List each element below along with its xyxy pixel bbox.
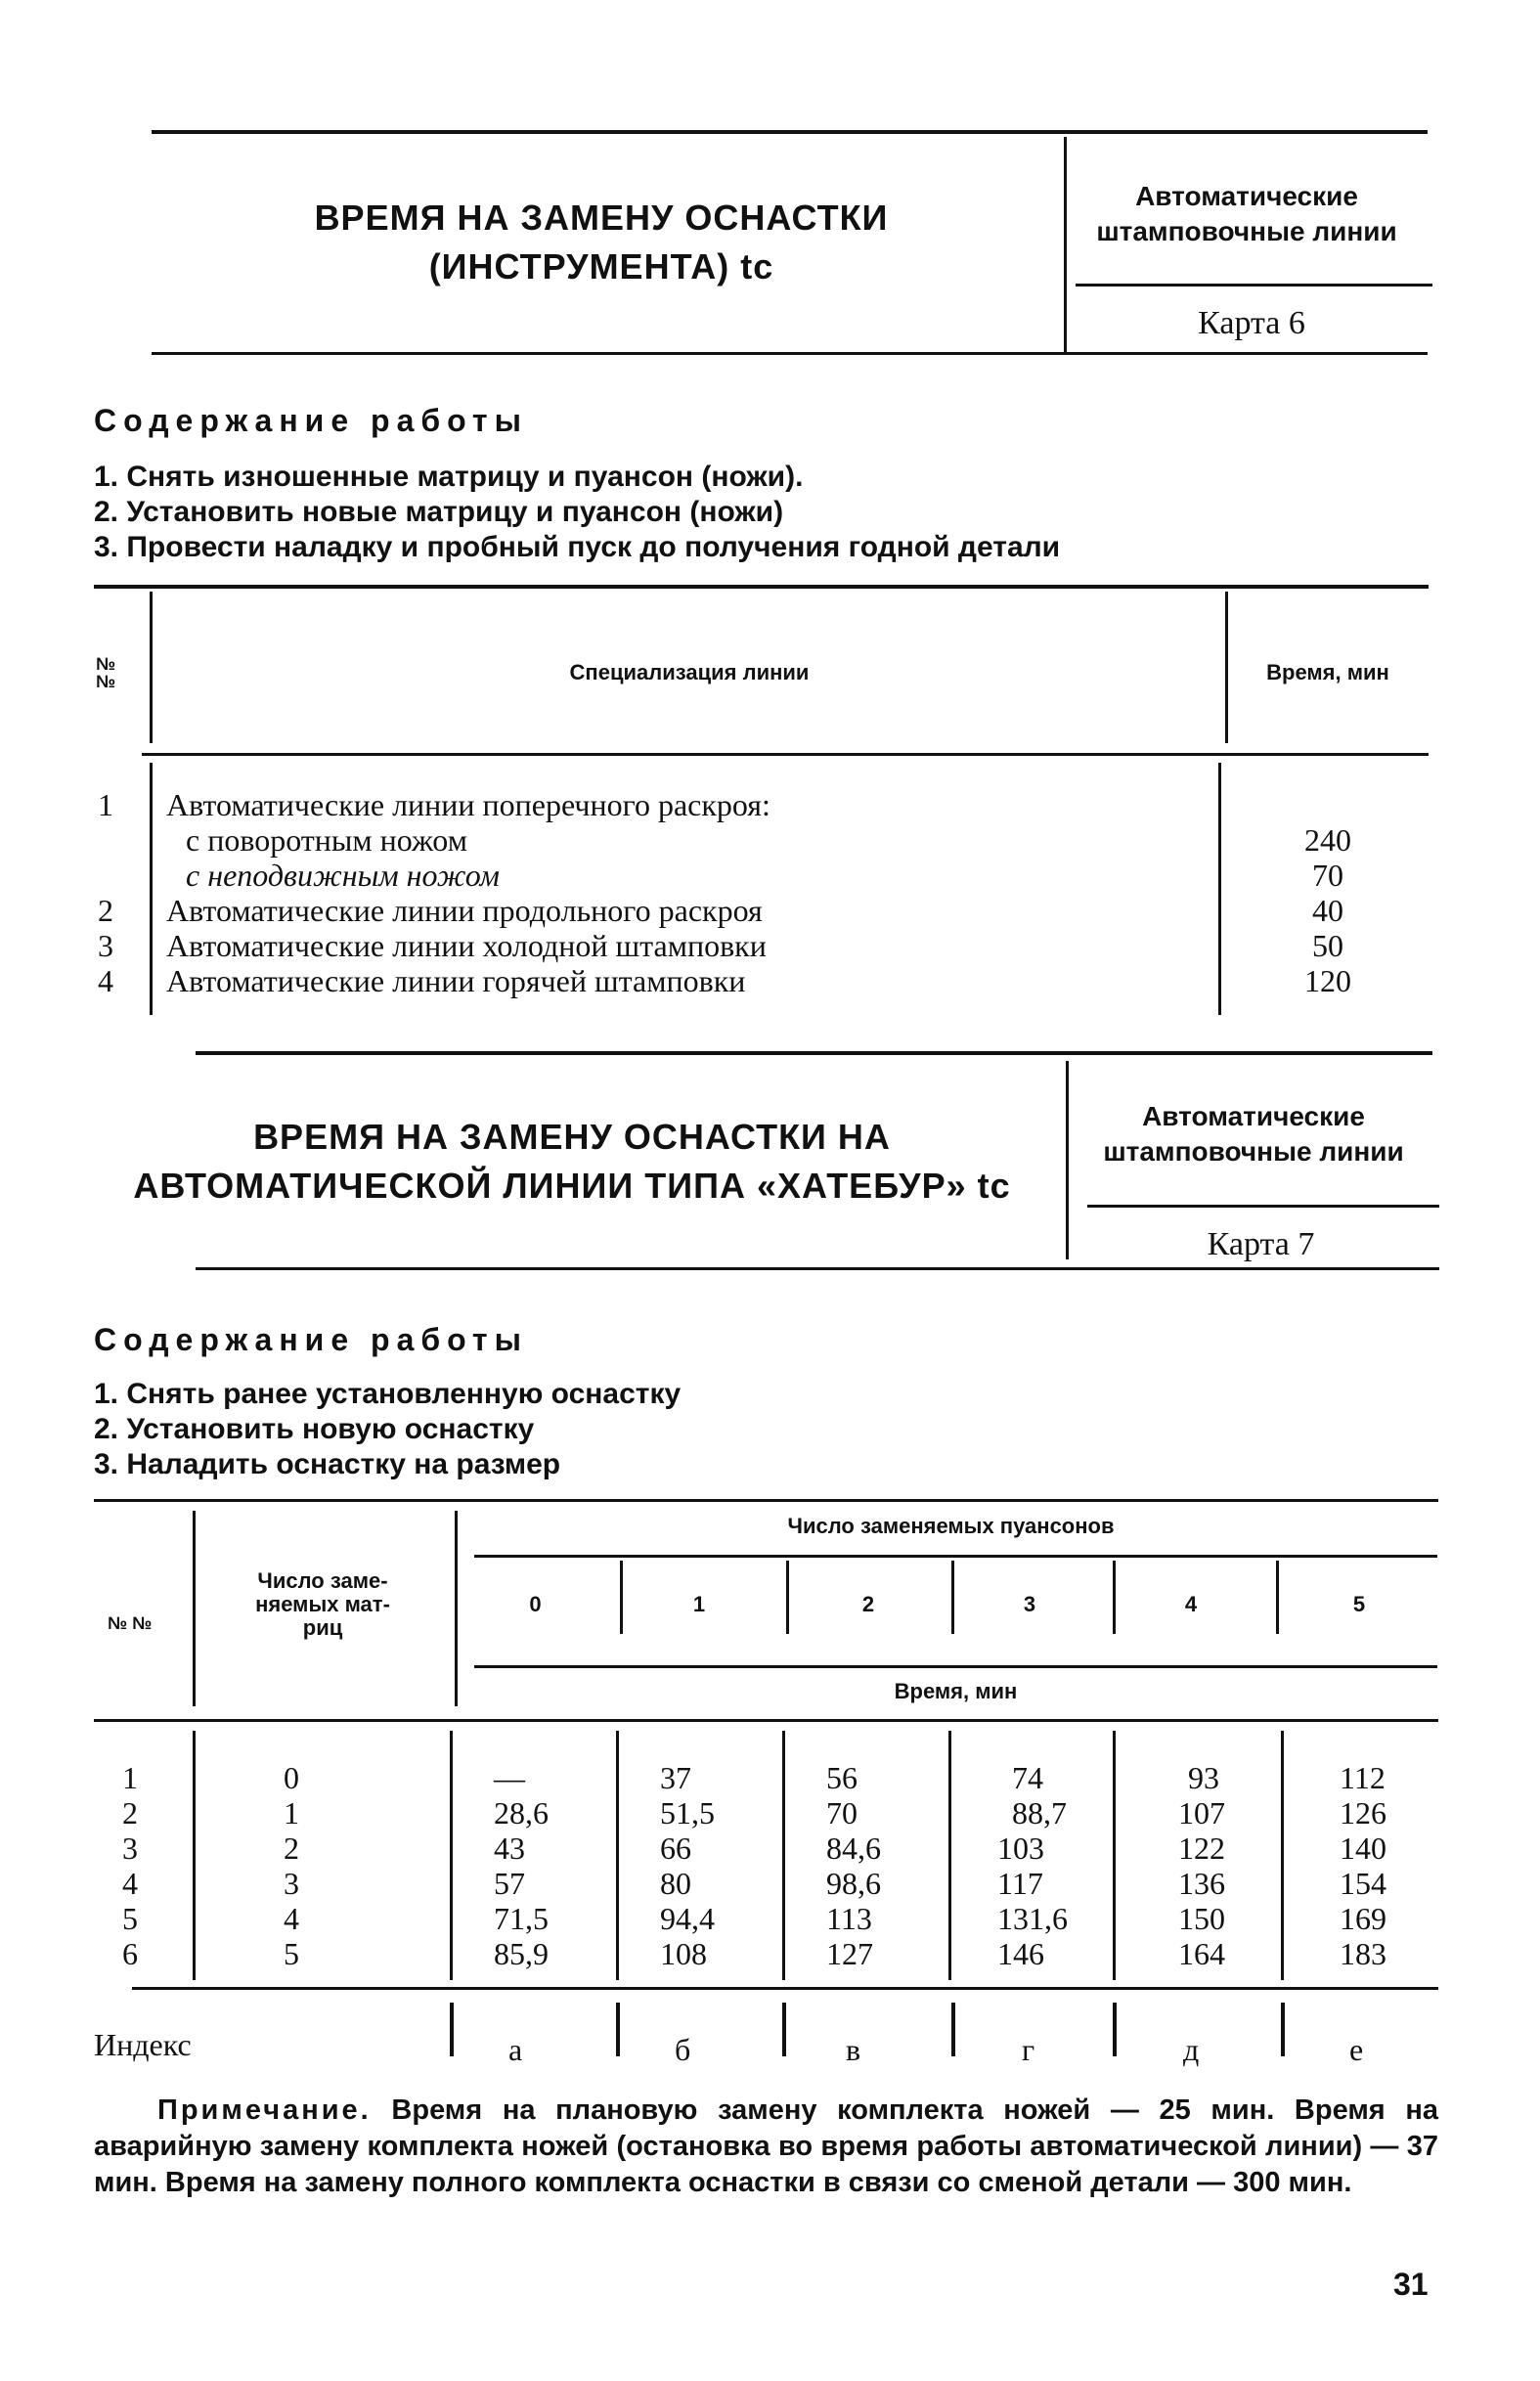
t2-row-6-t3: 146 (997, 1936, 1044, 1971)
t1-row-3-text: с неподвижным ножом (186, 858, 500, 893)
t2-row-1-t4: 93 (1188, 1760, 1219, 1795)
t2-time-label: Время, мин (894, 1679, 1018, 1703)
t2-index-e: е (1349, 2032, 1364, 2067)
t2-index-b: б (675, 2032, 691, 2067)
t2-row-1-t1: 37 (660, 1760, 691, 1795)
note-label: Примечание. (157, 2094, 372, 2126)
t1-row-1-text: Автоматические линии поперечного раскроя: (166, 787, 770, 822)
card7-note (94, 2093, 1438, 2201)
t1-row-2-text: с поворотным ножом (186, 822, 467, 858)
t1-row-4-time: 40 (1312, 893, 1343, 928)
t2-header-bottom-rule (94, 1719, 1438, 1722)
t2-group-rule (474, 1555, 1437, 1558)
t2-row-1-matrices: 0 (284, 1760, 299, 1795)
card7-step-3: 3. Наладить оснастку на размер (94, 1448, 561, 1480)
t2-index-v: в (846, 2032, 861, 2067)
card6-karta-rule (1076, 284, 1432, 287)
t2-punch-2: 2 (861, 1592, 875, 1616)
t2-row-2-num: 2 (122, 1795, 138, 1830)
t1-row-3-time: 70 (1312, 858, 1343, 893)
t2-row-6-t1: 108 (660, 1936, 707, 1971)
card6-title (152, 194, 1051, 291)
t2-index-vline-1 (616, 2003, 620, 2056)
t2-row-3-t0: 43 (494, 1830, 525, 1866)
t2-index-vline-4 (1113, 2003, 1117, 2056)
t2-row-5-t4: 150 (1178, 1901, 1225, 1936)
t2-punch-5: 5 (1352, 1592, 1366, 1616)
t2-row-1-t5: 112 (1340, 1760, 1386, 1795)
card7-step-2: 2. Установить новую оснастку (94, 1413, 535, 1445)
t2-row-3-num: 3 (122, 1830, 138, 1866)
card7-title-line2: АВТОМАТИЧЕСКОЙ ЛИНИИ ТИПА «ХАТЕБУР» tc (133, 1166, 1011, 1206)
t1-row-6-num: 4 (98, 963, 113, 998)
t2-index-g: г (1022, 2032, 1035, 2067)
t2-row-6-t0: 85,9 (494, 1936, 549, 1971)
t2-row-4-t3: 117 (997, 1866, 1043, 1901)
t2-row-3-t1: 66 (660, 1830, 691, 1866)
t1-row-1-num: 1 (98, 787, 113, 822)
t1-row-5-num: 3 (98, 928, 113, 963)
card6-title-line1: ВРЕМЯ НА ЗАМЕНУ ОСНАСТКИ (314, 198, 889, 238)
t2-row-6-matrices: 5 (284, 1936, 299, 1971)
card7-line-type-2: штамповочные линии (1103, 1136, 1404, 1167)
t2-row-4-t5: 154 (1340, 1866, 1386, 1901)
card6-steps (94, 460, 1060, 565)
t1-vline-num (150, 592, 153, 743)
t1-row-5-time: 50 (1312, 928, 1343, 963)
t2-vline-p4 (1113, 1561, 1116, 1634)
t2-row-3-t5: 140 (1340, 1830, 1386, 1866)
t2-row-3-t3: 103 (997, 1830, 1044, 1866)
t2-index-a: а (508, 2032, 523, 2067)
t2-body-vline-p3 (948, 1731, 951, 1980)
t2-row-3-matrices: 2 (284, 1830, 299, 1866)
t2-row-1-t2: 56 (826, 1760, 858, 1795)
t2-time-rule (474, 1665, 1437, 1668)
t2-index-vline-0 (450, 2003, 454, 2056)
t2-row-4-t4: 136 (1178, 1866, 1225, 1901)
t2-row-4-t1: 80 (660, 1866, 691, 1901)
card7-content-heading: Содержание работы (94, 1322, 528, 1357)
t2-body-vline-p1 (616, 1731, 619, 1980)
t2-row-4-matrices: 3 (284, 1866, 299, 1901)
t2-punch-0: 0 (529, 1592, 542, 1616)
t2-row-2-t0: 28,6 (494, 1795, 549, 1830)
t2-body-vline-p4 (1113, 1731, 1116, 1980)
t1-col-num: № № (96, 654, 116, 691)
card6-step-3: 3. Провести наладку и пробный пуск до получения годной детали (94, 531, 1061, 563)
note-text: Время на плановую замену комплекта ножей — 25 мин. Время на аварийную замену комплекта ножей (остановка во время работы автоматической линии) — 37 мин. Время на замену полного комплекта оснастки в связи со сменой детали — 300 мин. (94, 2094, 1438, 2198)
t2-row-6-num: 6 (122, 1936, 138, 1971)
t2-vline-p2 (786, 1561, 789, 1634)
card7-title-line1: ВРЕМЯ НА ЗАМЕНУ ОСНАСТКИ НА (253, 1117, 891, 1157)
t2-punch-3: 3 (1023, 1592, 1036, 1616)
card6-content-heading: Содержание работы (94, 403, 528, 438)
card6-line-type (1071, 179, 1423, 249)
t1-row-2-time: 240 (1304, 822, 1351, 858)
card6-line-type-2: штамповочные линии (1096, 216, 1397, 246)
t2-row-6-t5: 183 (1340, 1936, 1386, 1971)
t2-index-vline-3 (951, 2003, 955, 2056)
t2-index-vline-2 (782, 2003, 786, 2056)
card6-karta: Карта 6 (1198, 305, 1305, 341)
t2-row-4-t2: 98,6 (826, 1866, 881, 1901)
t2-row-5-t0: 71,5 (494, 1901, 549, 1936)
t1-row-6-text: Автоматические линии горячей штамповки (166, 963, 746, 998)
t2-row-4-t0: 57 (494, 1866, 525, 1901)
t2-punch-1: 1 (692, 1592, 706, 1616)
t2-body-bottom-rule (132, 1987, 1438, 1990)
card6-step-2: 2. Установить новые матрицу и пуансон (ножи) (94, 496, 784, 528)
t1-body-vline-time (1218, 763, 1221, 1015)
card6-top-rule (152, 130, 1428, 134)
t2-row-2-t2: 70 (826, 1795, 858, 1830)
card7-karta: Карта 7 (1207, 1226, 1315, 1262)
t2-row-1-t0: — (494, 1760, 525, 1795)
t2-vline-p1 (620, 1561, 623, 1634)
t2-row-5-t5: 169 (1340, 1901, 1386, 1936)
t2-row-3-t2: 84,6 (826, 1830, 881, 1866)
t2-col-num: № № (108, 1613, 153, 1633)
card7-step-1: 1. Снять ранее установленную оснастку (94, 1378, 682, 1410)
t2-row-5-matrices: 4 (284, 1901, 299, 1936)
t2-col-group: Число заменяемых пуансонов (787, 1514, 1115, 1538)
t2-row-4-num: 4 (122, 1866, 138, 1901)
t1-row-6-time: 120 (1304, 963, 1351, 998)
t1-col-time: Время, мин (1266, 660, 1389, 684)
t2-top-rule (94, 1499, 1438, 1502)
page-number: 31 (1393, 2267, 1429, 2302)
card7-top-rule (196, 1051, 1432, 1055)
card7-title (93, 1113, 1051, 1211)
card7-header-divider (1066, 1061, 1069, 1259)
t1-row-4-num: 2 (98, 893, 113, 928)
t1-vline-time (1225, 592, 1228, 743)
t2-row-5-t1: 94,4 (660, 1901, 715, 1936)
t2-row-5-t3: 131,6 (997, 1901, 1068, 1936)
card6-header-divider (1064, 137, 1067, 354)
t2-body-vline-matrices (450, 1731, 453, 1980)
t2-row-2-t4: 107 (1178, 1795, 1225, 1830)
t1-body-vline-num (150, 763, 153, 1015)
card7-steps (94, 1377, 681, 1482)
t2-vline-matrices (455, 1511, 458, 1706)
t2-body-vline-p2 (782, 1731, 785, 1980)
t2-row-5-t2: 113 (826, 1901, 872, 1936)
t2-body-vline-p5 (1281, 1731, 1284, 1980)
t2-row-2-t3: 88,7 (1012, 1795, 1067, 1830)
t2-vline-num (193, 1511, 196, 1706)
t2-row-2-matrices: 1 (284, 1795, 299, 1830)
t2-index-vline-5 (1281, 2003, 1285, 2056)
t1-row-4-text: Автоматические линии продольного раскроя (166, 893, 763, 928)
t2-row-2-t5: 126 (1340, 1795, 1386, 1830)
t1-col-spec: Специализация линии (569, 660, 810, 684)
t2-row-1-num: 1 (122, 1760, 138, 1795)
t2-index-d: д (1183, 2032, 1200, 2067)
t2-body-vline-num (193, 1731, 196, 1980)
t1-row-5-text: Автоматические линии холодной штамповки (166, 928, 767, 963)
t1-header-rule (142, 753, 1429, 756)
card7-line-type (1073, 1099, 1434, 1169)
t2-row-6-t4: 164 (1178, 1936, 1225, 1971)
t2-row-1-t3: 74 (1012, 1760, 1043, 1795)
t2-row-3-t4: 122 (1178, 1830, 1225, 1866)
card6-step-1: 1. Снять изношенные матрицу и пуансон (ножи). (94, 461, 804, 493)
t2-punch-4: 4 (1184, 1592, 1198, 1616)
card7-karta-rule (1087, 1205, 1439, 1208)
t2-vline-p5 (1276, 1561, 1279, 1634)
t2-col-matrices: Число заме- няемых мат- риц (255, 1568, 390, 1640)
t2-index-label: Индекс (94, 2027, 192, 2062)
t1-top-rule (94, 585, 1429, 589)
card6-line-type-1: Автоматические (1135, 181, 1358, 211)
t2-row-2-t1: 51,5 (660, 1795, 715, 1830)
card7-bottom-rule (196, 1267, 1439, 1270)
t2-row-6-t2: 127 (826, 1936, 873, 1971)
t2-row-5-num: 5 (122, 1901, 138, 1936)
card6-title-line2: (ИНСТРУМЕНТА) tc (428, 246, 774, 287)
card7-line-type-1: Автоматические (1142, 1101, 1365, 1131)
card6-bottom-rule (152, 352, 1428, 355)
t2-vline-p3 (951, 1561, 954, 1634)
